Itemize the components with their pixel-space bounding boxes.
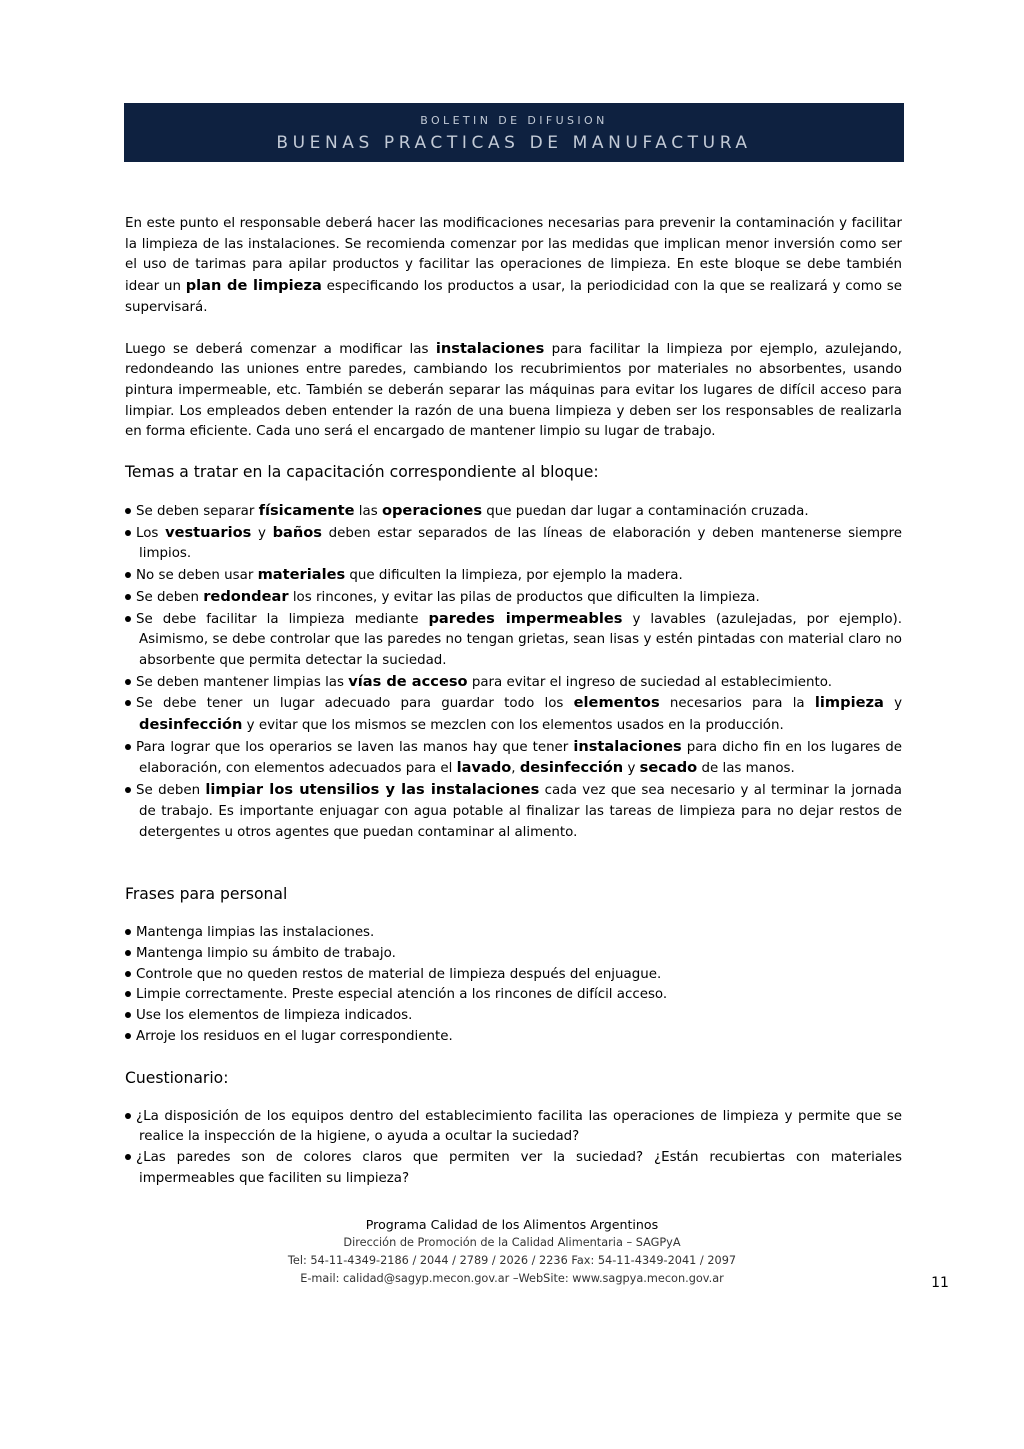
list-item: Se debe facilitar la limpieza mediante paredes impermeables y lavables (azulejadas, por ejemplo). Asimismo, se debe controlar que las paredes no tengan grietas, sean lisas y estén pintadas con material claro no absorbente que permita detectar la suciedad. — [125, 609, 902, 672]
list-item: Los vestuarios y baños deben estar separados de las líneas de elaboración y deben mantenerse siempre limpios. — [125, 523, 902, 565]
header-banner — [124, 103, 904, 162]
list-item: Se deben limpiar los utensilios y las instalaciones cada vez que sea necesario y al terminar la jornada de trabajo. Es importante enjuagar con agua potable al finalizar las tareas de limpieza para no dejar restos de detergentes u otros agentes que puedan contaminar al alimento. — [125, 780, 902, 843]
page-content — [125, 214, 902, 1189]
cuestionario-list — [125, 1107, 902, 1190]
footer-phones: Tel: 54-11-4349-2186 / 2044 / 2789 / 2026 / 2236 Fax: 54-11-4349-2041 / 2097 — [287, 1254, 737, 1267]
bullet-icon — [125, 616, 131, 622]
bullet-icon — [125, 508, 131, 514]
temas-heading: Temas a tratar en la capacitación correspondiente al bloque: — [125, 463, 599, 482]
bullet-icon — [125, 1154, 131, 1160]
page-number: 11 — [931, 1275, 949, 1291]
footer-direction: Dirección de Promoción de la Calidad Alimentaria – SAGPyA — [343, 1236, 681, 1249]
list-item: Controle que no queden restos de material de limpieza después del enjuague. — [125, 965, 902, 986]
list-item: Mantenga limpio su ámbito de trabajo. — [125, 944, 902, 965]
list-item: No se deben usar materiales que dificulten la limpieza, por ejemplo la madera. — [125, 565, 902, 587]
list-item: ¿La disposición de los equipos dentro del establecimiento facilita las operaciones de limpieza y permite que se realice la inspección de la higiene, o ayuda a ocultar la suciedad? — [125, 1107, 902, 1148]
bullet-icon — [125, 700, 131, 706]
list-item: ¿Las paredes son de colores claros que permiten ver la suciedad? ¿Están recubiertas con materiales impermeables que faciliten su limpieza? — [125, 1148, 902, 1189]
bullet-icon — [125, 1113, 131, 1119]
bullet-icon — [125, 1012, 131, 1018]
bullet-icon — [125, 971, 131, 977]
list-item: Limpie correctamente. Preste especial atención a los rincones de difícil acceso. — [125, 985, 902, 1006]
bullet-icon — [125, 1033, 131, 1039]
frases-heading: Frases para personal — [125, 885, 288, 904]
list-item: Se deben mantener limpias las vías de acceso para evitar el ingreso de suciedad al establecimiento. — [125, 672, 902, 694]
bold-term: plan de limpieza — [185, 277, 322, 295]
temas-list — [125, 501, 902, 843]
list-item: Se debe tener un lugar adecuado para guardar todo los elementos necesarios para la limpieza y desinfección y evitar que los mismos se mezclen con los elementos usados en la producción. — [125, 693, 902, 736]
footer-program: Programa Calidad de los Alimentos Argentinos — [365, 1217, 659, 1232]
paragraph-intro: En este punto el responsable deberá hacer las modificaciones necesarias para prevenir la contaminación y facilitar la limpieza de las instalaciones. Se recomienda comenzar por las medidas que implican menor inversión como ser el uso de tarimas para apilar productos y facilitar las operaciones de limpieza. En este bloque se debe también idear un plan de limpieza especificando los productos a usar, la periodicidad con la que se realizará y como se supervisará. — [125, 216, 903, 315]
bold-term: instalaciones — [435, 339, 545, 357]
paragraph-instalaciones: Luego se deberá comenzar a modificar las instalaciones para facilitar la limpieza por ejemplo, azulejando, redondeando las uniones entre paredes, cambiando los recubrimientos por materiales no absorbentes, usando pintura impermeable, etc. También se deberán separar las máquinas para evitar los lugares de difícil acceso para limpiar. Los empleados deben entender la razón de una buena limpieza y deben ser los responsables de realizarla en forma eficiente. Cada uno será el encargado de mantener limpio su lugar de trabajo. — [125, 339, 903, 440]
bullet-icon — [125, 679, 131, 685]
frases-list — [125, 923, 902, 1047]
bullet-icon — [125, 530, 131, 536]
bullet-icon — [125, 787, 131, 793]
list-item: Mantenga limpias las instalaciones. — [125, 923, 902, 944]
list-item: Use los elementos de limpieza indicados. — [125, 1006, 902, 1027]
header-supertitle: BOLETIN DE DIFUSION — [420, 114, 608, 127]
list-item: Se deben separar físicamente las operaciones que puedan dar lugar a contaminación cruzada. — [125, 501, 902, 523]
list-item: Para lograr que los operarios se laven las manos hay que tener instalaciones para dicho fin en los lugares de elaboración, con elementos adecuados para el lavado, desinfección y secado de las manos. — [125, 737, 902, 780]
list-item: Arroje los residuos en el lugar correspondiente. — [125, 1027, 902, 1048]
bullet-icon — [125, 594, 131, 600]
footer-contact: E-mail: calidad@sagyp.mecon.gov.ar –WebSite: www.sagpya.mecon.gov.ar — [300, 1272, 724, 1285]
bullet-icon — [125, 744, 131, 750]
page-footer — [0, 1216, 1024, 1288]
bullet-icon — [125, 929, 131, 935]
bullet-icon — [125, 950, 131, 956]
header-title: BUENAS PRACTICAS DE MANUFACTURA — [276, 133, 752, 153]
list-item: Se deben redondear los rincones, y evitar las pilas de productos que dificulten la limpieza. — [125, 587, 902, 609]
bullet-icon — [125, 991, 131, 997]
bullet-icon — [125, 572, 131, 578]
cuestionario-heading: Cuestionario: — [125, 1068, 229, 1087]
